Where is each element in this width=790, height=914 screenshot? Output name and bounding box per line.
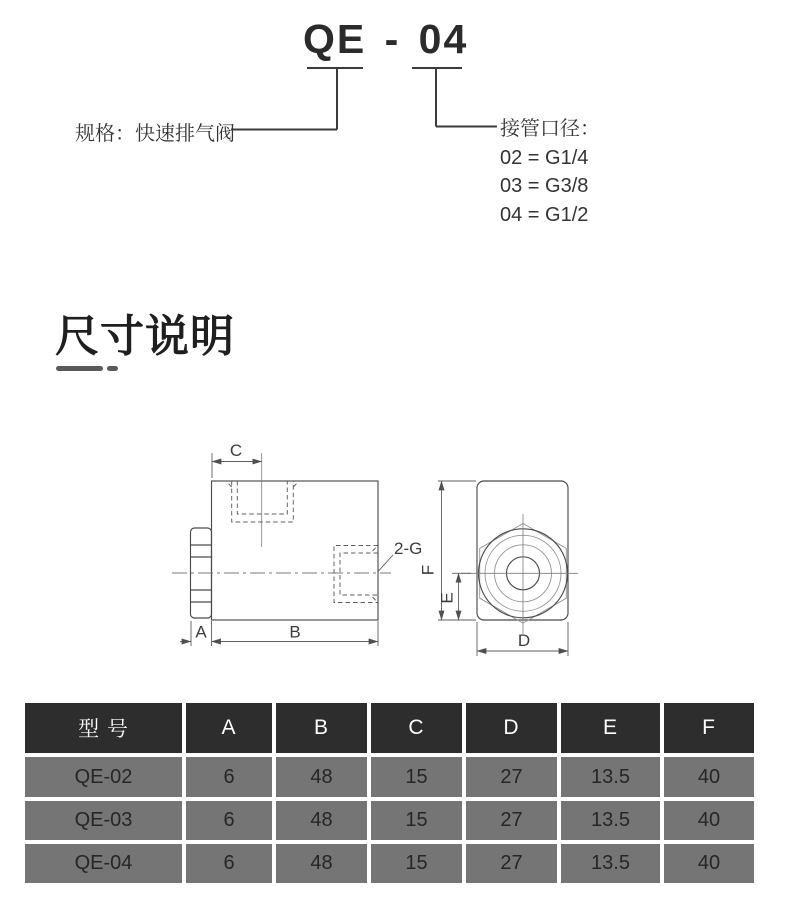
model-code-title: QE - 04	[303, 16, 469, 62]
port-size-label: 接管口径：	[500, 118, 600, 140]
table-cell: 6	[186, 801, 272, 840]
table-cell: 27	[466, 757, 557, 797]
port-size-option: 04 = G1/2	[500, 203, 589, 226]
header-cell-f: F	[664, 703, 754, 753]
cell-model-qe02: QE-02	[25, 757, 182, 797]
table-cell: 15	[371, 844, 462, 883]
table-cell: 13.5	[561, 801, 660, 840]
port-size-option: 02 = G1/4	[500, 146, 589, 169]
header-cell-e: E	[561, 703, 660, 753]
port-size-block	[500, 115, 600, 229]
cell-model-qe04: QE-04	[25, 844, 182, 883]
underline-dash-long	[56, 366, 103, 371]
table-cell: 13.5	[561, 757, 660, 797]
dimension-table	[25, 703, 754, 883]
dimension-drawing	[0, 425, 790, 670]
table-cell: 40	[664, 844, 754, 883]
underline-dash-short	[107, 366, 118, 371]
header-cell-model: 型 号	[25, 703, 182, 753]
side-view	[172, 453, 391, 620]
cell-model-qe03: QE-03	[25, 801, 182, 840]
table-cell: 15	[371, 801, 462, 840]
dim-label-c: C	[229, 441, 243, 460]
table-cell: 13.5	[561, 844, 660, 883]
dim-label-b: B	[289, 622, 301, 642]
dim-label-f: F	[418, 564, 438, 576]
header-cell-c: C	[371, 703, 462, 753]
port-size-option: 03 = G3/8	[500, 175, 589, 198]
spec-label: 规格：快速排气阀	[75, 123, 235, 145]
table-cell: 6	[186, 757, 272, 797]
dim-label-d: D	[517, 631, 531, 650]
header-cell-a: A	[186, 703, 272, 753]
heading-underline	[56, 366, 186, 372]
table-cell: 40	[664, 801, 754, 840]
section-heading: 尺寸说明	[55, 312, 235, 361]
table-cell: 48	[276, 757, 367, 797]
dim-label-e: E	[437, 592, 457, 604]
table-cell: 27	[466, 844, 557, 883]
table-cell: 6	[186, 844, 272, 883]
header-cell-d: D	[466, 703, 557, 753]
header-cell-b: B	[276, 703, 367, 753]
table-cell: 48	[276, 801, 367, 840]
table-cell: 15	[371, 757, 462, 797]
side-view-dimensions	[180, 441, 422, 646]
table-cell: 27	[466, 801, 557, 840]
front-view-dimensions	[419, 481, 569, 656]
table-cell: 48	[276, 844, 367, 883]
dim-label-a: A	[195, 622, 207, 642]
thread-label: 2-G	[394, 539, 423, 558]
table-cell: 40	[664, 757, 754, 797]
front-view	[461, 481, 578, 634]
